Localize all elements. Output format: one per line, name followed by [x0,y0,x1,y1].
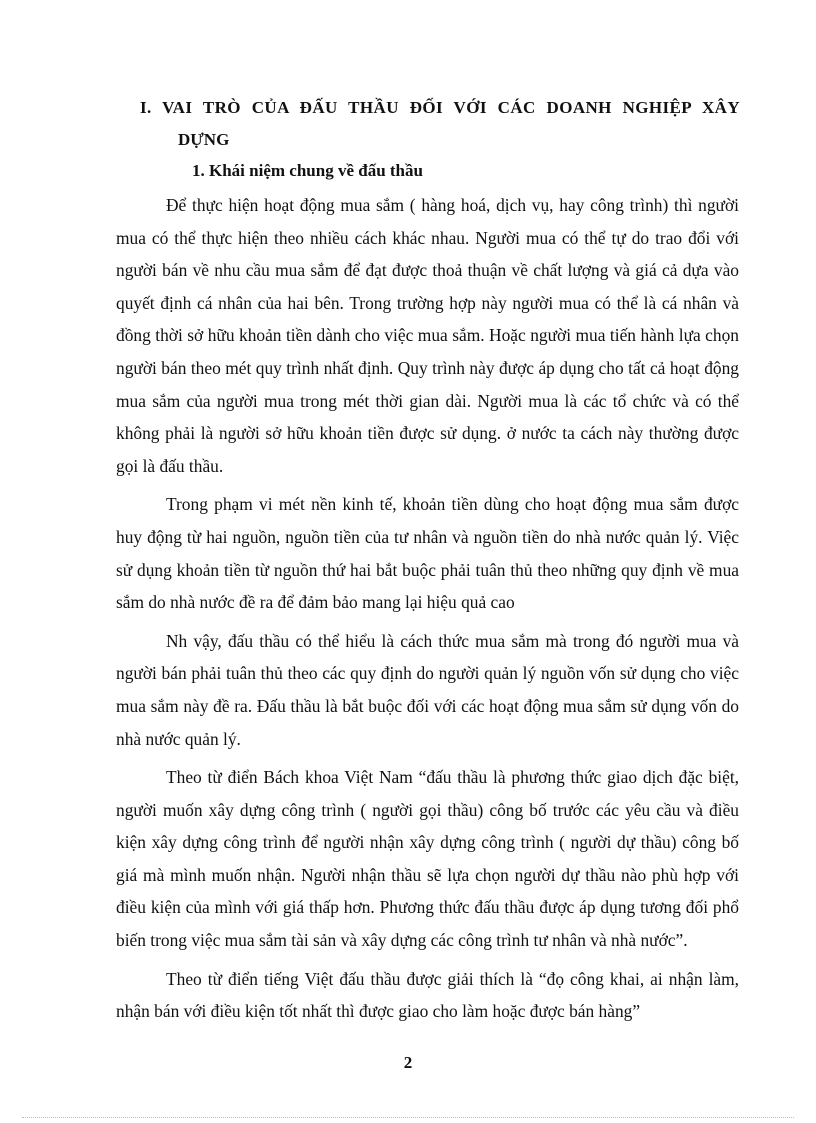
body-text [116,189,739,1028]
section-heading-continuation: DỰNG [178,130,230,149]
paragraph-4: Theo từ điển Bách khoa Việt Nam “đấu thầu là phương thức giao dịch đặc biệt, người muốn xây dựng công trình ( người gọi thầu) công bố trước các yêu cầu và điều kiện xây dựng công trình để người nhận xây dựng công trình ( người dự thầu) công bố giá mà mình muốn nhận. Người nhận thầu sẽ lựa chọn người dự thầu nào phù hợp với điều kiện của mình với giá thấp hơn. Phương thức đấu thầu được áp dụng tương đối phổ biến trong việc mua sắm tài sản và xây dựng các công trình tư nhân và nhà nước”. [116,767,739,951]
paragraph-1: Để thực hiện hoạt động mua sắm ( hàng hoá, dịch vụ, hay công trình) thì người mua có thể thực hiện theo nhiều cách khác nhau. Người mua có thể tự do trao đổi với người bán về nhu cầu mua sắm để đạt được thoả thuận về chất lượng và giá cả dựa vào quyết định cá nhân của hai bên. Trong trường hợp này người mua có thể là cá nhân và đồng thời sở hữu khoản tiền dành cho việc mua sắm. Hoặc người mua tiến hành lựa chọn người bán theo mét quy trình nhất định. Quy trình này được áp dụng cho tất cả hoạt động mua sắm của người mua trong mét thời gian dài. Người mua là các tổ chức và có thể không phải là người sở hữu khoản tiền được sử dụng. ở nước ta cách này thường được gọi là đấu thầu. [116,195,739,476]
paragraph-2: Trong phạm vi mét nền kinh tế, khoản tiền dùng cho hoạt động mua sắm được huy động từ hai nguồn, nguồn tiền của tư nhân và nguồn tiền do nhà nước quản lý. Việc sử dụng khoản tiền từ nguồn thứ hai bắt buộc phải tuân thủ theo những quy định về mua sắm do nhà nước đề ra để đảm bảo mang lại hiệu quả cao [116,494,739,613]
footer-divider [22,1117,794,1118]
section-heading: I. VAI TRÒ CỦA ĐẤU THẦU ĐỐI VỚI CÁC DOANH NGHIỆP XÂY [140,98,740,117]
paragraph-5: Theo từ điển tiếng Việt đấu thầu được giải thích là “đọ công khai, ai nhận làm, nhận bán với điều kiện tốt nhất thì được giao cho làm hoặc được bán hàng” [116,968,739,1022]
paragraph-3: Nh vậy, đấu thầu có thể hiểu là cách thức mua sắm mà trong đó người mua và người bán phải tuân thủ theo các quy định do người quản lý nguồn vốn sử dụng cho việc mua sắm này đề ra. Đấu thầu là bắt buộc đối với các hoạt động mua sắm sử dụng vốn do nhà nước quản lý. [116,630,739,749]
page-number: 2 [403,1053,413,1072]
subsection-heading: 1. Khái niệm chung về đấu thầu [192,161,423,180]
